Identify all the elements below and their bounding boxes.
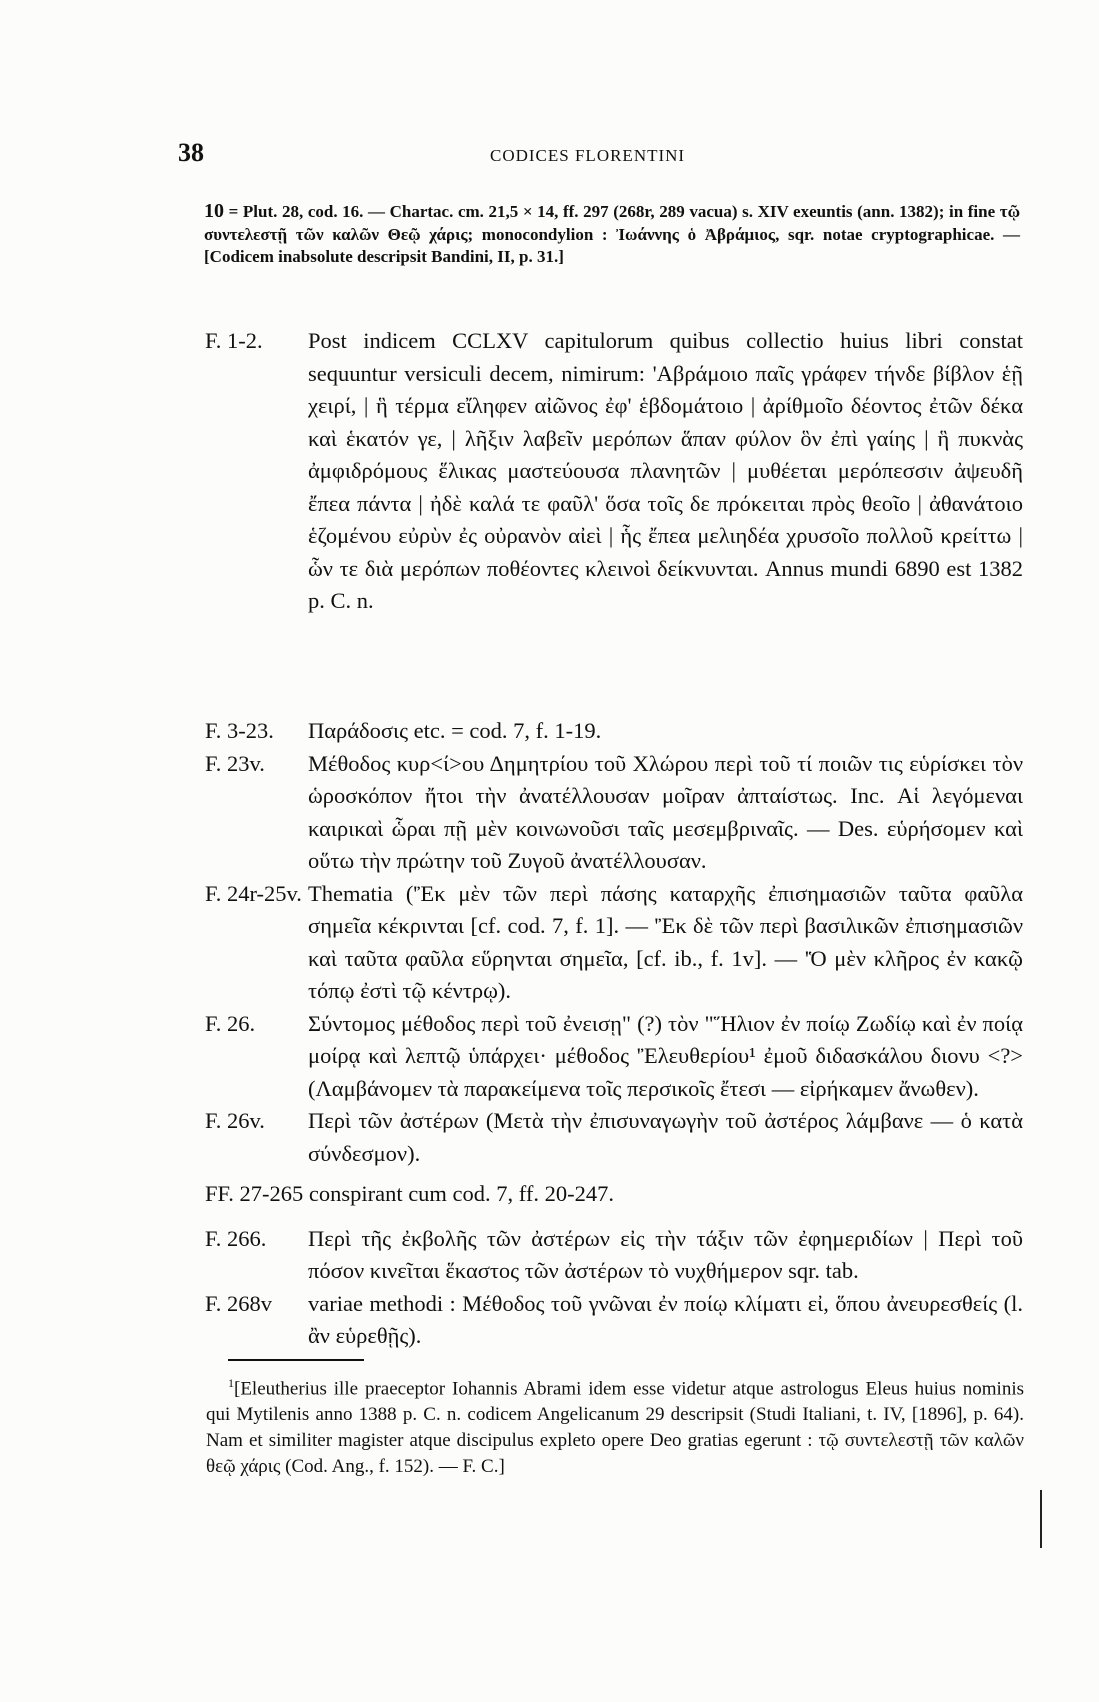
entry: [205, 878, 1023, 1008]
entry-folio: F. 23v.: [205, 750, 265, 776]
entry-text: Παράδοσις etc. = cod. 7, f. 1-19.: [308, 718, 602, 743]
entry: [205, 1178, 1023, 1211]
entry-text: Μέθοδος κυρ<ί>ου Δημητρίου τοῦ Χλώρου περὶ τοῦ τί ποιῶν τις εὑρίσκει τὸν ὡροσκόπον ἤτοι τὴν ἀνατέλλουσαν μοῖραν ἀπταίστως. Inc. Αἱ λεγόμεναι καιρικαὶ ὧραι πῇ μὲν κοινωνοῦσι ταῖς μεσεμβριναῖς. — Des. εὑρήσομεν καὶ οὕτω τὴν πρώτην τοῦ Ζυγοῦ ἀνατέλλουσαν.: [308, 750, 1023, 873]
entry-folio: F. 24r-25v.: [205, 880, 302, 906]
codex-description-text: = Plut. 28, cod. 16. — Chartac. cm. 21,5 × 14, ff. 297 (268r, 289 vacua) s. XIV exeuntis (ann. 1382); in fine τῷ συντελεστῇ τῶν καλῶν Θεῷ χάρις; monocondylion : Ἰωάννης ὁ Ἀβράμιος, sqr. notae cryptographicae. — [Codicem inabsolute descripsit Bandini, II, p. 31.]: [204, 202, 1020, 266]
entry-text: conspirant cum cod. 7, ff. 20-247.: [308, 1181, 614, 1206]
entry-folio: F. 26.: [205, 1010, 256, 1036]
scan-edge-mark: [1040, 1490, 1042, 1548]
entry-folio: F. 26v.: [205, 1108, 265, 1133]
entry-text: Post indicem CCLXV capitulorum quibus collectio huius libri constat sequuntur versiculi decem, nimirum: 'Αβράμοιο παῖς γράφεν τήνδε βίβλον ἑῇ χειρί, | ἣ τέρμα εἴληφεν αἰῶνος ἐφ' ἑβδομάτοιο | ἀρίθμοῖο δέοντος ἐτῶν δέκα καὶ ἑκατόν γε, | λῆξιν λαβεῖν μερόπων ἅπαν φύλον ὃν ἐπὶ γαίης | ἣ πυκνὰς ἀμφιδρόμους ἕλικας μαστεύουσα πλανητῶν | μυθέεται μερόπεσσιν ἀψευδῆ ἔπεα πάντα | ἠδὲ καλά τε φαῦλ' ὅσα τοῖς δε πρόκειται πρὸς θεοῖο | ἀθανάτοιο ἑζομένου εὐρὺν ἐς οὐρανὸν αἰεὶ | ἧς ἔπεα μελιηδέα χρυσοῖο πολλοῦ κρείττω | ὧν τε διὰ μερόπων ποθέοντες κλεινοὶ δείκνυνται. Annus mundi 6890 est 1382 p. C. n.: [308, 328, 1023, 613]
codex-label: 10: [204, 200, 224, 222]
entry: [205, 1288, 1023, 1353]
entry-folio: FF. 27-265: [205, 1181, 304, 1206]
entry-folio: F. 3-23.: [205, 718, 274, 743]
running-head: CODICES FLORENTINI: [490, 146, 686, 165]
codex-description: [204, 200, 1020, 269]
entry: [205, 1223, 1023, 1288]
footnote: [206, 1370, 1024, 1480]
entry-text: Περὶ τῆς ἐκβολῆς τῶν ἀστέρων εἰς τὴν τάξιν τῶν ἐφημεριδίων | Περὶ τοῦ πόσον κινεῖται ἕκαστος τῶν ἀστέρων τὸ νυχθήμερον sqr. tab.: [308, 1225, 1023, 1283]
entries-list: [205, 325, 1023, 1353]
footnote-rule: [228, 1359, 364, 1361]
entry-text: Περὶ τῶν ἀστέρων (Μετὰ τὴν ἐπισυναγωγὴν τοῦ ἀστέρος λάμβανε — ὁ κατὰ σύνδεσμον).: [308, 1108, 1023, 1166]
entry-folio: F. 1-2.: [205, 328, 263, 353]
entry-folio: F. 268v: [205, 1290, 272, 1316]
entry-folio: F. 266.: [205, 1225, 267, 1251]
entry: [205, 1105, 1023, 1170]
entry-text: Σύντομος μέθοδος περὶ τοῦ ἐνεισῃ" (?) τὸν "Ἥλιον ἐν ποίῳ Ζωδίῳ καὶ ἐν ποίᾳ μοίρᾳ καὶ λεπτῷ ὑπάρχει· μέθοδος 'Ἐλευθερίου¹ ἐμοῦ διδασκάλου διονυ <?> (Λαμβάνομεν τὰ παρακείμενα τοῖς περσικοῖς ἔτεσι — εἰρήκαμεν ἄνωθεν).: [308, 1010, 1023, 1101]
entry: [205, 1008, 1023, 1106]
page-number: 38: [178, 138, 204, 167]
entry: [205, 325, 1023, 715]
entry-text: Thematia ('Ἐκ μὲν τῶν περὶ πάσης καταρχῆς ἐπισημασιῶν ταῦτα φαῦλα σημεῖα κέκρινται [cf. cod. 7, f. 1]. — 'Ἐκ δὲ τῶν περὶ βασιλικῶν ἐπισημασιῶν καὶ ταῦτα φαῦλα εὕρηνται σημεῖα, [cf. ib., f. 1v]. — 'Ὁ μὲν κλῆρος ἐν κακῷ τόπῳ ἐστὶ τῷ κέντρῳ).: [308, 880, 1023, 1003]
entry: [205, 748, 1023, 878]
entry-text: variae methodi : Μέθοδος τοῦ γνῶναι ἐν ποίῳ κλίματι εἰ, ὅπου ἀνευρεσθείς (l. ἂν εὑρεθῇς).: [308, 1290, 1023, 1348]
entry: [205, 715, 1023, 748]
footnote-marker: 1: [228, 1376, 234, 1390]
footnote-text: [Eleutherius ille praeceptor Iohannis Abrami idem esse videtur atque astrologus Eleus huius nominis qui Mytilenis anno 1388 p. C. n. codicem Angelicanum 29 descripsit (Studi Italiani, t. IV, [1896], p. 64). Nam et similiter magister atque discipulus expleto opere Deo gratias egerunt : τῷ συντελεστῇ τῶν καλῶν θεῷ χάρις (Cod. Ang., f. 152). — F. C.]: [206, 1378, 1024, 1478]
